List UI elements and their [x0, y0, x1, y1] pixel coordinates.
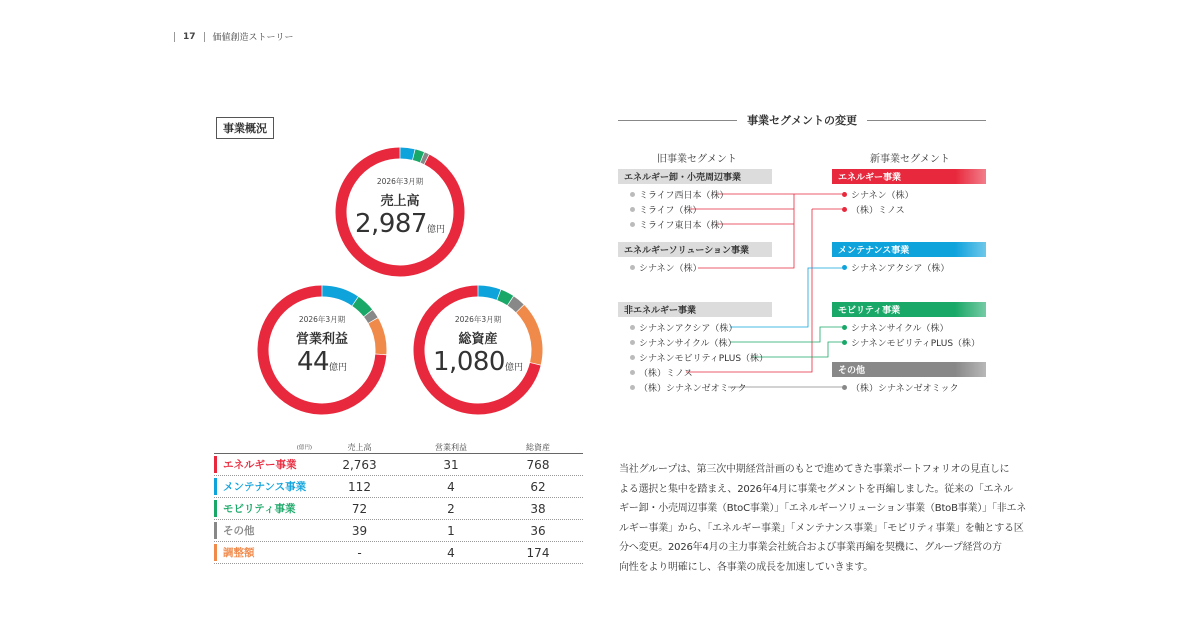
item-label: ミライフ（株） [639, 206, 702, 216]
donut-period: 2026年3月期 [454, 315, 502, 324]
item-label: ミライフ東日本（株） [639, 221, 729, 231]
bullet-icon [842, 340, 847, 345]
old-segment-item [630, 336, 737, 349]
row-sales: 2,763 [342, 457, 377, 472]
item-label: （株）ミノス [851, 206, 905, 216]
donut-value: 44 [296, 347, 330, 377]
bullet-icon [630, 222, 635, 227]
old-group-header: エネルギー卸・小売周辺事業 [618, 169, 772, 184]
new-segment-item [842, 321, 949, 334]
old-group-header: 非エネルギー事業 [618, 302, 772, 317]
new-segment-item [842, 261, 949, 274]
new-group-header: モビリティ事業 [832, 302, 986, 317]
donut-period: 2026年3月期 [376, 177, 424, 186]
row-name: メンテナンス事業 [223, 481, 307, 493]
bullet-icon [630, 192, 635, 197]
segment-title-text: 事業セグメントの変更 [747, 114, 857, 127]
item-label: （株）シナネンゼオミック [639, 384, 747, 394]
bullet-icon [842, 385, 847, 390]
bullet-icon [630, 207, 635, 212]
new-group-header: その他 [832, 362, 986, 377]
old-segment-item [630, 203, 701, 216]
old-segment-item [630, 351, 768, 364]
overview-label: 事業概況 [216, 117, 274, 139]
bullet-icon [630, 265, 635, 270]
item-label: シナネン（株） [851, 191, 914, 201]
old-segment-item [630, 381, 746, 394]
old-segment-item [630, 321, 737, 334]
new-segment-item [842, 188, 914, 201]
paragraph-line: ルギー事業」から、「エネルギー事業」「メンテナンス事業」「モビリティ事業」を軸とする区 [619, 522, 1024, 534]
table-unit: (億円) [296, 445, 312, 451]
row-sales: 72 [351, 501, 368, 516]
page-number: 17 [183, 31, 196, 42]
new-segment-item [842, 336, 980, 349]
row-name: エネルギー事業 [223, 459, 297, 471]
item-label: シナネンアクシア（株） [851, 264, 950, 274]
row-assets: 174 [526, 545, 550, 560]
link-line [730, 327, 842, 342]
row-op: 4 [447, 545, 455, 560]
paragraph-line: ギー卸・小売周辺事業（BtoC事業）」「エネルギーソリューション事業（BtoB事業）」「非エネ [619, 503, 1027, 514]
item-label: ミライフ西日本（株） [639, 191, 729, 201]
bullet-icon [630, 355, 635, 360]
paragraph-line: 分へ変更。2026年4月の主力事業会社統合および事業再編を契機に、グループ経営の方 [619, 542, 1002, 553]
old-segment-item [630, 188, 728, 201]
bullet-icon [842, 207, 847, 212]
row-op: 2 [447, 501, 455, 516]
donut-period: 2026年3月期 [298, 315, 346, 324]
item-label: （株）ミノス [639, 369, 693, 379]
item-label: （株）シナネンゼオミック [851, 384, 959, 394]
old-segment-item [630, 366, 693, 379]
old-segment-header: 旧事業セグメント [657, 154, 737, 165]
bullet-icon [842, 192, 847, 197]
col-op: 営業利益 [435, 442, 467, 452]
row-name: その他 [223, 525, 255, 537]
col-assets: 総資産 [526, 442, 550, 452]
new-segment-header: 新事業セグメント [870, 154, 950, 165]
bullet-icon [630, 325, 635, 330]
row-sales: 112 [348, 479, 371, 494]
old-group-header: エネルギーソリューション事業 [618, 242, 772, 257]
bullet-icon [842, 325, 847, 330]
donut-unit: 億円 [504, 363, 523, 373]
item-label: シナネンモビリティPLUS（株） [639, 354, 769, 364]
donut-value: 2,987 [355, 209, 427, 239]
row-assets: 62 [530, 479, 546, 494]
item-label: シナネンサイクル（株） [851, 324, 949, 334]
row-sales: 39 [351, 523, 368, 538]
row-assets: 36 [530, 523, 546, 538]
row-sales: - [357, 545, 362, 560]
donut-name: 総資産 [458, 332, 498, 347]
new-group-header: メンテナンス事業 [832, 242, 986, 257]
donut-name: 営業利益 [295, 332, 348, 347]
old-segment-item [630, 261, 702, 274]
new-segment-item [842, 203, 905, 216]
donut-unit: 億円 [426, 225, 445, 235]
bullet-icon [630, 340, 635, 345]
row-op: 1 [447, 523, 455, 538]
donut-name: 売上高 [380, 194, 420, 209]
new-segment-item [842, 381, 958, 394]
new-group-header: エネルギー事業 [832, 169, 986, 184]
col-sales: 売上高 [347, 442, 372, 452]
bullet-icon [630, 385, 635, 390]
item-label: シナネンモビリティPLUS（株） [851, 339, 981, 349]
item-label: シナネンアクシア（株） [639, 324, 738, 334]
row-name: 調整額 [223, 547, 255, 559]
section-title: 価値創造ストーリー [212, 33, 294, 43]
row-op: 4 [447, 479, 455, 494]
item-label: シナネン（株） [639, 264, 702, 274]
old-segment-item [630, 218, 728, 231]
donut-value: 1,080 [433, 347, 505, 377]
bullet-icon [842, 265, 847, 270]
row-op: 31 [443, 457, 459, 472]
item-label: シナネンサイクル（株） [639, 339, 737, 349]
donut-unit: 億円 [329, 363, 348, 373]
row-name: モビリティ事業 [223, 503, 296, 515]
paragraph-line: 向性をより明確にし、各事業の成長を加速していきます。 [619, 561, 873, 573]
description-paragraph [619, 460, 1027, 577]
paragraph-line: 当社グループは、第三次中期経営計画のもとで進めてきた事業ポートフォリオの見直しに [619, 464, 1010, 475]
bullet-icon [630, 370, 635, 375]
row-assets: 768 [526, 457, 550, 472]
paragraph-line: よる選択と集中を踏まえ、2026年4月に事業セグメントを再編しました。従来の「エネル [619, 483, 1013, 495]
link-line [730, 268, 842, 327]
row-assets: 38 [530, 501, 546, 516]
